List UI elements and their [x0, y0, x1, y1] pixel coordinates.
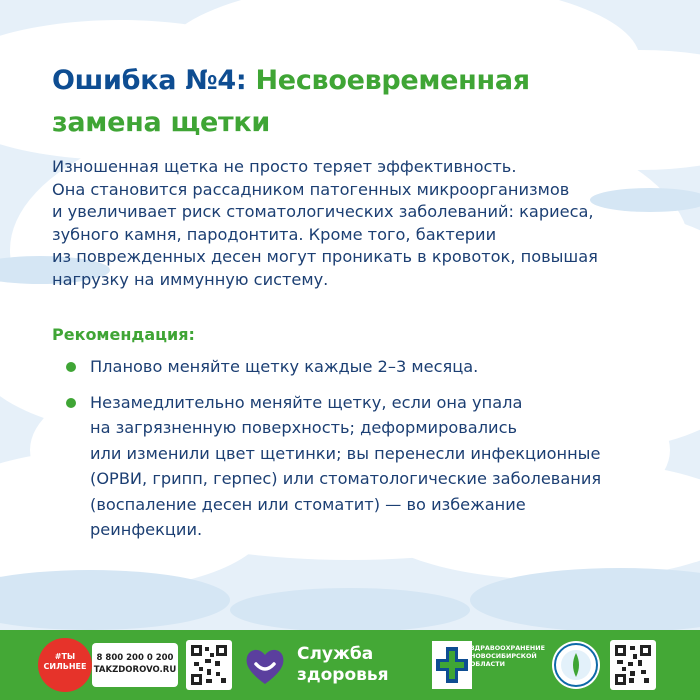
- recommendation-heading: Рекомендация:: [52, 325, 195, 344]
- body-line: из поврежденных десен могут проникать в кровоток, повышая: [52, 247, 598, 266]
- badge-line: СИЛЬНЕЕ: [43, 662, 87, 671]
- recommendation-list: [62, 354, 662, 553]
- body-line: и увеличивает риск стоматологических заболеваний: кариеса,: [52, 202, 594, 221]
- list-item-line: реинфекции.: [90, 520, 203, 539]
- footer-bar: [0, 630, 700, 700]
- badge-line: #ТЫ: [54, 652, 76, 661]
- title-topic-line1: Несвоевременная: [255, 65, 530, 96]
- service-name: [297, 644, 389, 686]
- bullet-dot-icon: [66, 398, 76, 408]
- qr-code-icon[interactable]: [610, 640, 656, 690]
- list-item-line: (воспаление десен или стоматит) — во избежание: [90, 494, 526, 514]
- contact-box: [92, 643, 178, 687]
- website-link[interactable]: TAKZDOROVO.RU: [93, 665, 177, 675]
- cross-logo-icon: [432, 641, 472, 689]
- list-item: [62, 390, 662, 543]
- list-item-line: Планово меняйте щетку каждые 2–3 месяца.: [90, 357, 479, 376]
- title-error-number: Ошибка №4:: [52, 65, 256, 96]
- list-item-line: на загрязненную поверхность; деформировались: [90, 418, 518, 437]
- list-item: [62, 354, 662, 380]
- ministry-line2: НОВОСИБИРСКОЙ ОБЛАСТИ: [470, 652, 537, 668]
- page-title: [52, 60, 652, 144]
- qr-code-icon[interactable]: [186, 640, 232, 690]
- service-name-line1: Служба: [297, 644, 374, 664]
- ministry-name: [470, 644, 545, 668]
- body-line: зубного камня, пародонтита. Кроме того, бактерии: [52, 224, 497, 244]
- body-line: Она становится рассадником патогенных микроорганизмов: [52, 179, 570, 199]
- heart-logo-icon: [244, 646, 286, 686]
- title-topic-line2: замена щетки: [52, 107, 271, 138]
- hotline-phone: 8 800 200 0 200: [96, 653, 174, 663]
- service-name-line2: здоровья: [297, 665, 389, 685]
- body-line: нагрузку на иммунную систему.: [52, 269, 329, 289]
- list-item-line: Незамедлительно меняйте щетку, если она упала: [90, 392, 523, 412]
- list-item-line: (ОРВИ, грипп, герпес) или стоматологические заболевания: [90, 469, 602, 488]
- round-emblem-icon: [552, 641, 600, 689]
- ministry-line1: ЗДРАВООХРАНЕНИЕ: [470, 644, 545, 652]
- body-paragraph: [52, 156, 672, 291]
- list-item-line: или изменили цвет щетинки; вы перенесли инфекционные: [90, 443, 601, 463]
- bullet-dot-icon: [66, 362, 76, 372]
- body-line: Изношенная щетка не просто теряет эффективность.: [52, 157, 517, 176]
- campaign-badge: [38, 638, 92, 692]
